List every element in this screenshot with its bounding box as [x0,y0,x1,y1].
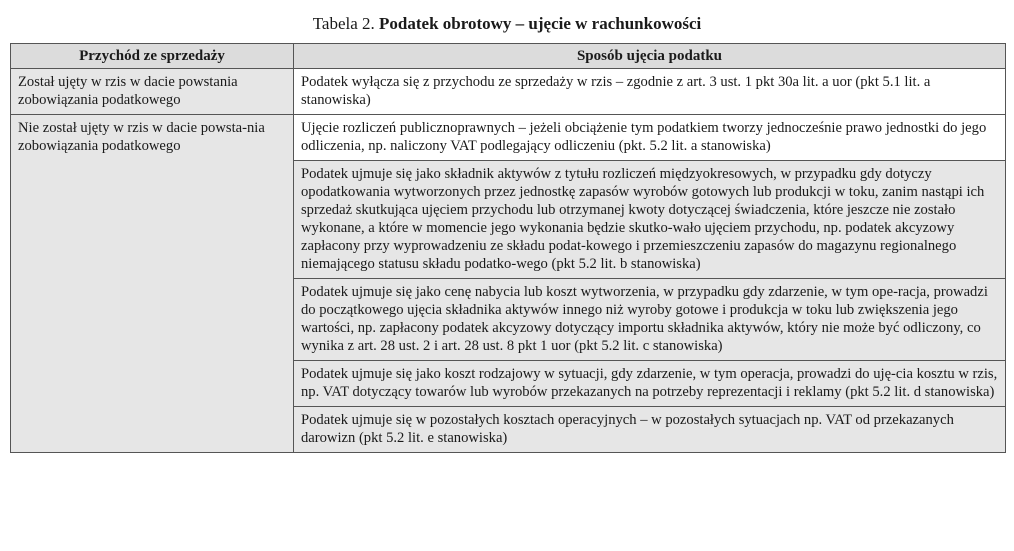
treatment-cell: Podatek wyłącza się z przychodu ze sprzedaży w rzis – zgodnie z art. 3 ust. 1 pkt 30a lit. a uor (pkt 5.1 lit. a stanowiska) [294,69,1006,115]
condition-cell-not-recognized: Nie został ujęty w rzis w dacie powsta-nia zobowiązania podatkowego [11,115,294,453]
header-revenue: Przychód ze sprzedaży [11,44,294,69]
treatment-cell: Podatek ujmuje się jako cenę nabycia lub koszt wytworzenia, w przypadku gdy zdarzenie, w tym ope-racja, prowadzi do początkowego ujęcia składnika aktywów innego niż wyroby gotowe i produkcja w toku lub zwiększenia jego wartości, np. zapłacony podatek akcyzowy dotyczący importu składnika aktywów, który nie może być odliczony, co wynika z art. 28 ust. 2 i art. 28 ust. 8 pkt 1 uor (pkt 5.2 lit. c stanowiska) [294,279,1006,361]
treatment-cell: Podatek ujmuje się w pozostałych kosztach operacyjnych – w pozostałych sytuacjach np. VAT od przekazanych darowizn (pkt 5.2 lit. e stanowiska) [294,407,1006,453]
treatment-cell: Podatek ujmuje się jako składnik aktywów z tytułu rozliczeń międzyokresowych, w przypadku gdy dotyczy opodatkowania wytworzonych przez jednostkę zapasów wyrobów gotowych lub produkcji w toku, zanim nastąpi ich sprzedaż skutkująca ujęciem przychodu lub otrzymanej kwoty dotyczącej świadczenia, które jeszcze nie zostało wykonane, a które w momencie jego wykonania będzie skutko-wało ujęciem przychodu, np. podatek akcyzowy zapłacony przy wyprowadzeniu ze składu podat-kowego i przemieszczeniu zapasów do magazynu regionalnego niemającego statusu składu podatko-wego (pkt 5.2 lit. b stanowiska) [294,161,1006,279]
condition-cell-recognized: Został ujęty w rzis w dacie powstania zobowiązania podatkowego [11,69,294,115]
caption-prefix: Tabela 2. [312,14,380,33]
tax-treatment-table [10,43,1006,453]
table-header-row [11,44,1006,69]
treatment-cell: Ujęcie rozliczeń publicznoprawnych – jeżeli obciążenie tym podatkiem tworzy jednocześnie prawo jednostki do jego odliczenia, np. naliczony VAT podlegający odliczeniu (pkt. 5.2 lit. a stanowiska) [294,115,1006,161]
caption-title: Podatek obrotowy – ujęcie w rachunkowości [379,14,702,33]
table-caption [0,14,1014,34]
table-row [11,69,1006,115]
table-row [11,115,1006,161]
treatment-cell: Podatek ujmuje się jako koszt rodzajowy w sytuacji, gdy zdarzenie, w tym operacja, prowadzi do uję-cia kosztu w rzis, np. VAT dotyczący towarów lub wyrobów przekazanych na potrzeby reprezentacji i reklamy (pkt 5.2 lit. d stanowiska) [294,361,1006,407]
header-tax-treatment: Sposób ujęcia podatku [294,44,1006,69]
